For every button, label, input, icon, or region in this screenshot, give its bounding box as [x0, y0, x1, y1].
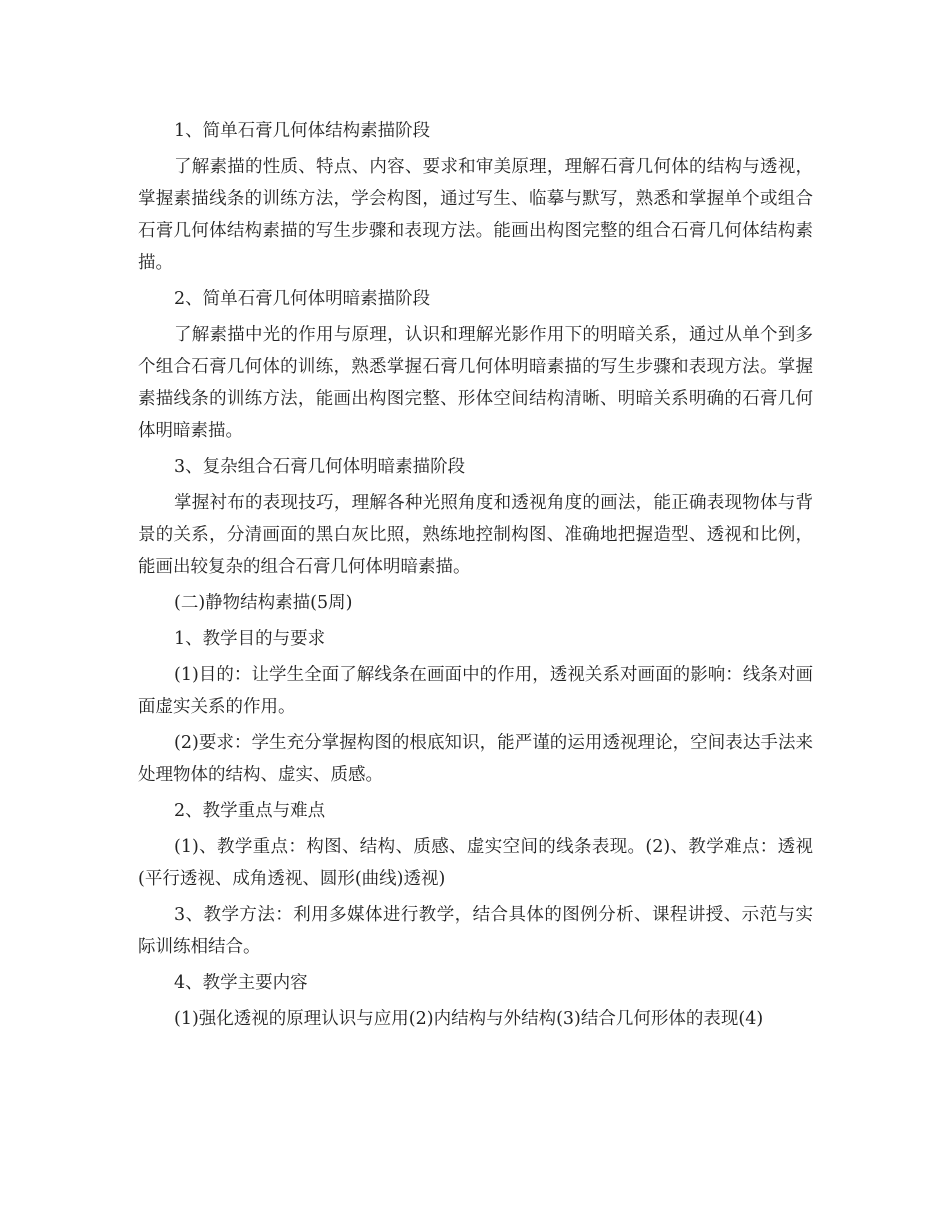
section-heading-plaster-light-shade: 2、简单石膏几何体明暗素描阶段 — [174, 289, 431, 309]
subheading-main-content: 4、教学主要内容 — [174, 973, 308, 993]
paragraph-plaster-structure: 了解素描的性质、特点、内容、要求和审美原理，理解石膏几何体的结构与透视，掌握素描线条的训练方法，学会构图，通过写生、临摹与默写，熟悉和掌握单个或组合石膏几何体结构素描的写生步骤和表现方法。能画出构图完整的组合石膏几何体结构素描。 — [138, 157, 813, 273]
paragraph-goal: (1)目的：让学生全面了解线条在画面中的作用，透视关系对画面的影响：线条对画面虚实关系的作用。 — [138, 665, 813, 717]
section-heading-plaster-structure: 1、简单石膏几何体结构素描阶段 — [174, 121, 431, 141]
paragraph-key-points: (1)、教学重点：构图、结构、质感、虚实空间的线条表现。(2)、教学难点：透视(平行透视、成角透视、圆形(曲线)透视) — [138, 837, 813, 889]
subheading-goals-requirements: 1、教学目的与要求 — [174, 629, 326, 649]
paragraph-teaching-method: 3、教学方法：利用多媒体进行教学，结合具体的图例分析、课程讲授、示范与实际训练相结合。 — [138, 905, 813, 957]
document-body — [138, 115, 813, 1039]
paragraph-requirement: (2)要求：学生充分掌握构图的根底知识，能严谨的运用透视理论，空间表达手法来处理物体的结构、虚实、质感。 — [138, 733, 813, 785]
paragraph-complex-plaster: 掌握衬布的表现技巧，理解各种光照角度和透视角度的画法，能正确表现物体与背景的关系，分清画面的黑白灰比照，熟练地控制构图、准确地把握造型、透视和比例，能画出较复杂的组合石膏几何体明暗素描。 — [138, 493, 813, 577]
paragraph-plaster-light-shade: 了解素描中光的作用与原理，认识和理解光影作用下的明暗关系，通过从单个到多个组合石膏几何体的训练，熟悉掌握石膏几何体明暗素描的写生步骤和表现方法。掌握素描线条的训练方法，能画出构图完整、形体空间结构清晰、明暗关系明确的石膏几何体明暗素描。 — [138, 325, 813, 441]
subheading-key-points: 2、教学重点与难点 — [174, 801, 326, 821]
section-heading-still-life: (二)静物结构素描(5周) — [174, 593, 353, 613]
section-heading-complex-plaster: 3、复杂组合石膏几何体明暗素描阶段 — [174, 457, 466, 477]
paragraph-main-content: (1)强化透视的原理认识与应用(2)内结构与外结构(3)结合几何形体的表现(4) — [174, 1009, 764, 1029]
